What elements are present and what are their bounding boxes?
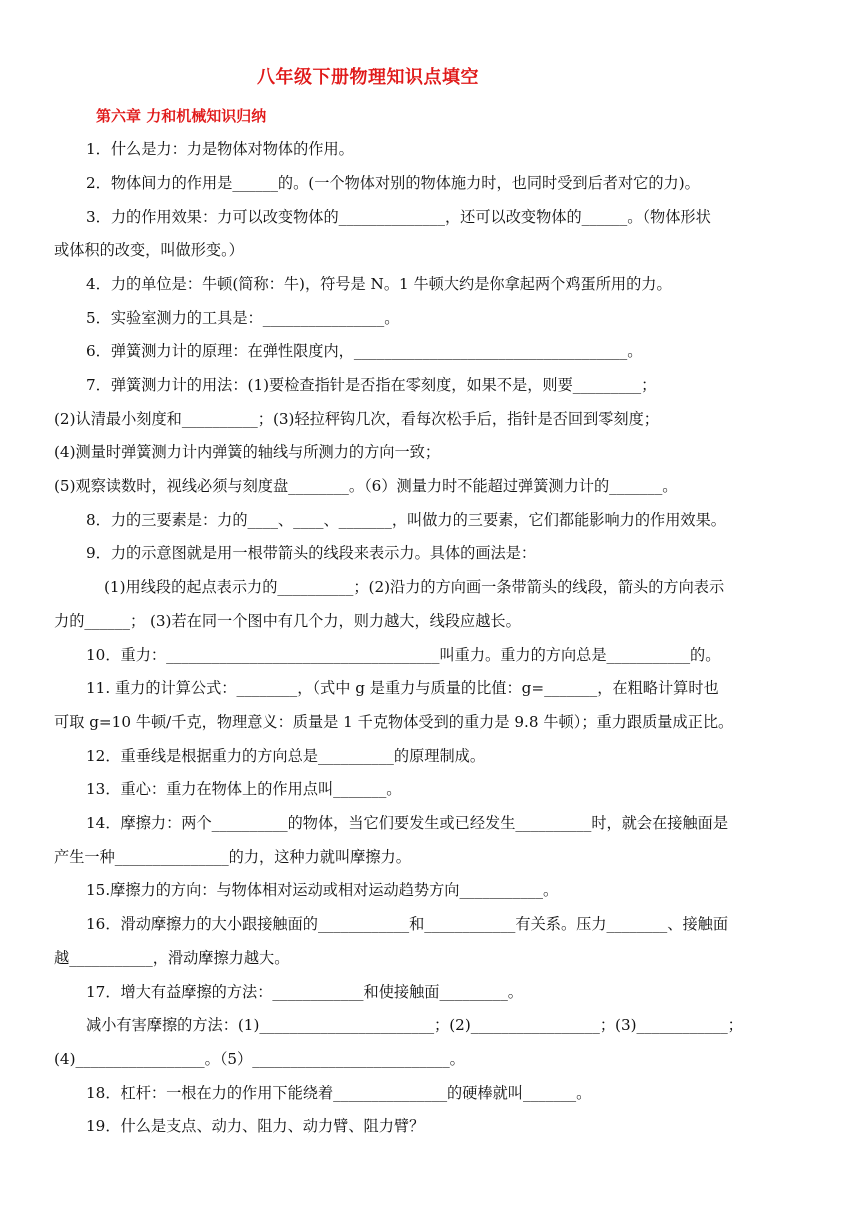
text-line: (1)用线段的起点表示力的__________；(2)沿力的方向画一条带箭头的线段，箭头的方向表示: [104, 578, 725, 596]
text-line: 6．弹簧测力计的原理：在弹性限度内，____________________________________。: [86, 342, 643, 360]
text-line: 3．力的作用效果：力可以改变物体的______________，还可以改变物体的______。（物体形状: [86, 208, 711, 226]
text-line: 17．增大有益摩擦的方法：____________和使接触面_________。: [86, 983, 523, 1001]
text-line: 4．力的单位是：牛顿(简称：牛)，符号是 N。1 牛顿大约是你拿起两个鸡蛋所用的力。: [86, 275, 672, 293]
text-line: 18．杠杆：一根在力的作用下能绕着_______________的硬棒就叫_______。: [86, 1084, 592, 1102]
text-line: 14．摩擦力：两个__________的物体，当它们要发生或已经发生__________时，就会在接触面是: [86, 814, 729, 832]
text-line: 力的______； (3)若在同一个图中有几个力，则力越大，线段应越长。: [54, 612, 521, 630]
document-title: 八年级下册物理知识点填空: [257, 67, 479, 88]
text-line: 10．重力：____________________________________叫重力。重力的方向总是___________的。: [86, 646, 721, 664]
text-line: 16．滑动摩擦力的大小跟接触面的____________和____________有关系。压力________、接触面: [86, 915, 729, 933]
text-line: 可取 g=10 牛顿/千克，物理意义：质量是 1 千克物体受到的重力是 9.8 牛顿）；重力跟质量成正比。: [54, 713, 734, 731]
text-line: 12．重垂线是根据重力的方向总是__________的原理制成。: [86, 747, 486, 765]
text-line: 7．弹簧测力计的用法：(1)要检查指针是否指在零刻度，如果不是，则要_________；: [86, 376, 657, 394]
text-line: 或体积的改变，叫做形变。）: [54, 241, 244, 259]
text-line: (2)认清最小刻度和__________；(3)轻拉秤钩几次，看每次松手后，指针是否回到零刻度；: [54, 410, 659, 428]
text-line: (5)观察读数时，视线必须与刻度盘________。（6）测量力时不能超过弹簧测力计的_______。: [54, 477, 678, 495]
text-line: 11. 重力的计算公式：________，（式中 g 是重力与质量的比值：g=_______，在粗略计算时也: [86, 679, 719, 697]
text-line: 9．力的示意图就是用一根带箭头的线段来表示力。具体的画法是：: [86, 544, 537, 562]
text-line: 1．什么是力：力是物体对物体的作用。: [86, 140, 354, 158]
text-line: 产生一种_______________的力，这种力就叫摩擦力。: [54, 848, 411, 866]
text-line: (4)测量时弹簧测力计内弹簧的轴线与所测力的方向一致；: [54, 443, 441, 461]
text-line: 5．实验室测力的工具是：________________。: [86, 309, 400, 327]
text-line: 越___________，滑动摩擦力越大。: [54, 949, 290, 967]
text-line: 2．物体间力的作用是______的。(一个物体对别的物体施力时，也同时受到后者对它的力)。: [86, 174, 700, 192]
text-line: 15.摩擦力的方向：与物体相对运动或相对运动趋势方向___________。: [86, 881, 559, 899]
text-line: 减小有害摩擦的方法：(1)_______________________；(2)_________________；(3)____________；: [86, 1016, 743, 1034]
text-line: 19．什么是支点、动力、阻力、动力臂、阻力臂？: [86, 1117, 425, 1135]
chapter-heading: 第六章 力和机械知识归纳: [96, 107, 267, 125]
text-line: 8．力的三要素是：力的____、____、_______，叫做力的三要素，它们都能影响力的作用效果。: [86, 511, 726, 529]
text-line: (4)_________________。（5）__________________________。: [54, 1050, 465, 1068]
text-line: 13．重心：重力在物体上的作用点叫_______。: [86, 780, 402, 798]
